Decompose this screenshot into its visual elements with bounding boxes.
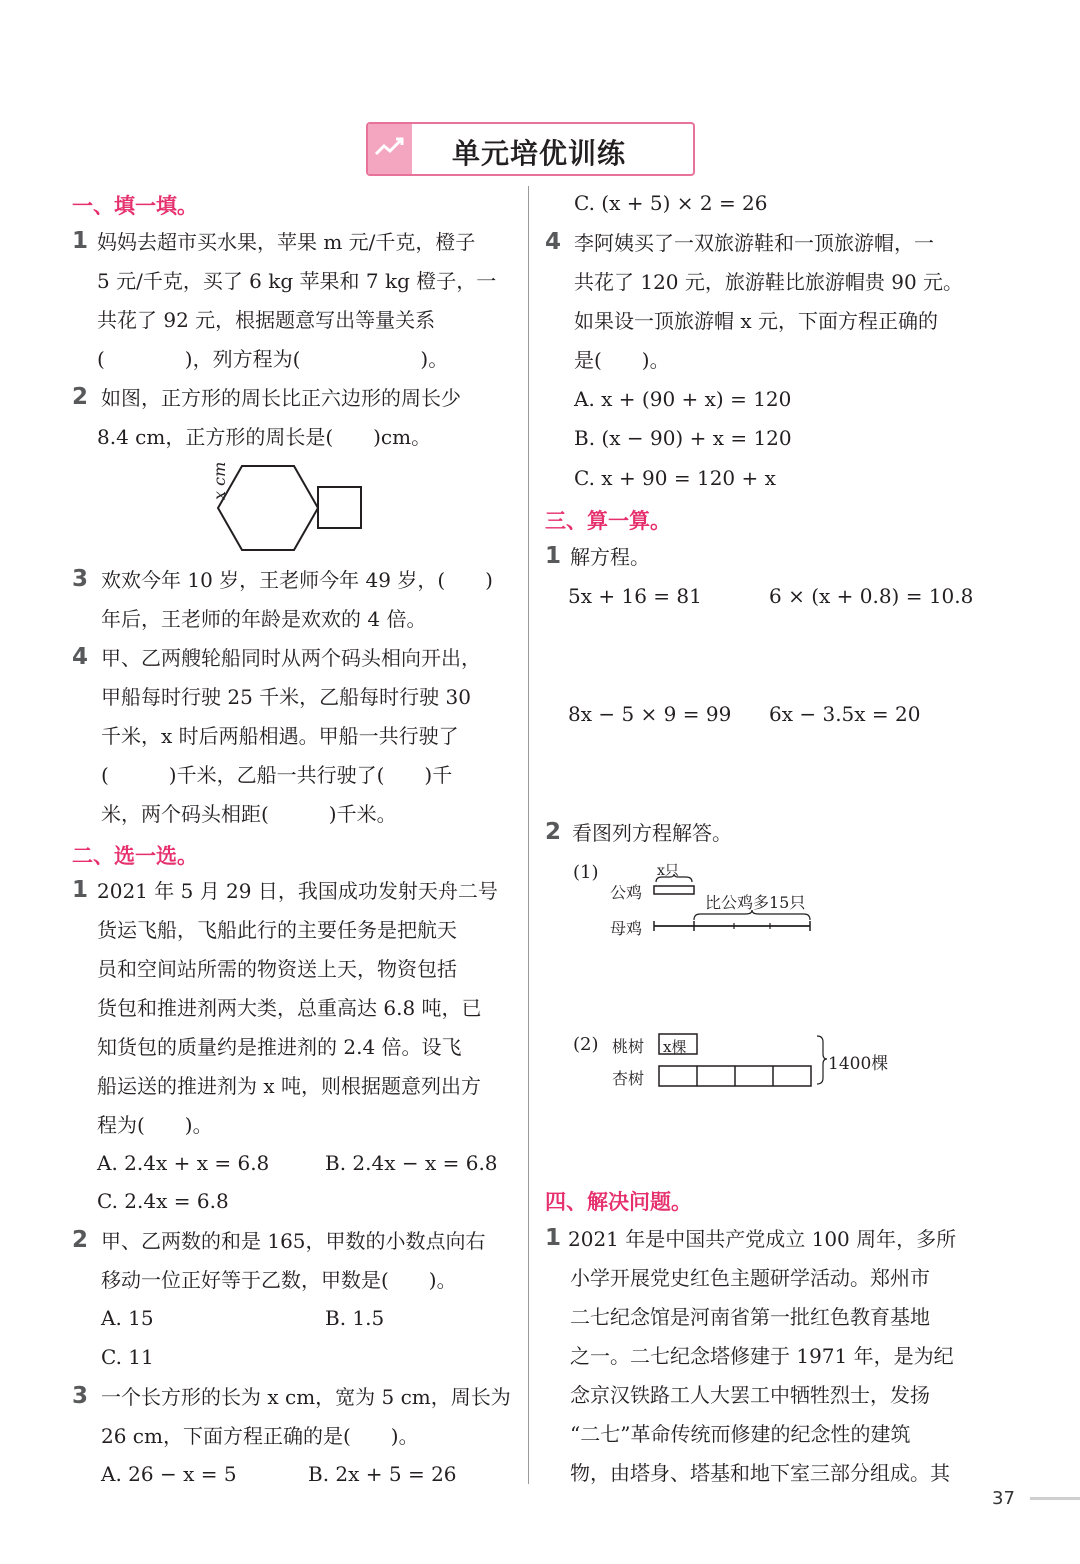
question-text: 一个长方形的长为 x cm，宽为 5 cm，周长为 (101, 1385, 511, 1409)
page-number-rule (1030, 1497, 1080, 1500)
option-b: B. 2x + 5 = 26 (308, 1462, 457, 1486)
question-text: 26 cm，下面方程正确的是( )。 (101, 1424, 419, 1448)
question-text: 2021 年 5 月 29 日，我国成功发射天舟二号 (97, 879, 498, 903)
question-text: ( )，列方程为( )。 (97, 347, 449, 371)
option-c: C. x + 90 = 120 + x (574, 466, 776, 490)
hexagon-square-figure (210, 462, 380, 556)
question-text: 李阿姨买了一双旅游鞋和一顶旅游帽，一 (574, 231, 934, 255)
tree-bar-diagram (655, 1030, 830, 1090)
question-text: 5 元/千克，买了 6 kg 苹果和 7 kg 橙子，一 (97, 269, 497, 293)
question-text: 2021 年是中国共产党成立 100 周年，多所 (568, 1227, 957, 1251)
side-length-label: x cm (210, 461, 229, 500)
question-number: 1 (545, 1225, 562, 1251)
question-text: 年后，王老师的年龄是欢欢的 4 倍。 (101, 607, 427, 631)
x-trees-label: x棵 (663, 1038, 687, 1056)
question-text: ( )千米，乙船一共行驶了( )千 (101, 763, 453, 787)
section-heading-fill: 一、填一填。 (72, 194, 198, 218)
question-text: 移动一位正好等于乙数，甲数是( )。 (101, 1268, 457, 1292)
question-text: 米，两个码头相距( )千米。 (101, 802, 397, 826)
equation: 5x + 16 = 81 (568, 584, 702, 608)
question-text: 船运送的推进剂为 x 吨，则根据题意列出方 (97, 1074, 481, 1098)
question-text: 之一。二七纪念塔修建于 1971 年，是为纪 (570, 1344, 954, 1368)
option-a: A. x + (90 + x) = 120 (574, 387, 792, 411)
diagram-label: (2) (573, 1034, 599, 1055)
page-title-box (366, 122, 695, 176)
question-text: 如果设一顶旅游帽 x 元，下面方程正确的 (574, 309, 938, 333)
question-number: 1 (545, 543, 562, 569)
equation: 6x − 3.5x = 20 (769, 702, 921, 726)
question-text: 货运飞船，飞船此行的主要任务是把航天 (97, 918, 457, 942)
question-text: 甲、乙两艘轮船同时从两个码头相向开出， (101, 646, 481, 670)
question-text: 小学开展党史红色主题研学活动。郑州市 (570, 1266, 930, 1290)
rooster-label: 公鸡 (610, 883, 643, 902)
option-c: C. 11 (101, 1345, 154, 1369)
column-divider (528, 186, 529, 1484)
question-number: 2 (72, 384, 89, 410)
question-number: 1 (72, 228, 89, 254)
question-text: 看图列方程解答。 (572, 821, 732, 845)
diagram-label: (1) (573, 862, 599, 883)
question-text: 共花了 92 元，根据题意写出等量关系 (97, 308, 436, 332)
apricot-tree-label: 杏树 (612, 1069, 645, 1088)
equation: 6 × (x + 0.8) = 10.8 (769, 584, 974, 608)
question-number: 3 (72, 1383, 89, 1409)
question-number: 4 (72, 644, 89, 670)
question-text: 二七纪念馆是河南省第一批红色教育基地 (570, 1305, 930, 1329)
question-text: 妈妈去超市买水果，苹果 m 元/千克，橙子 (97, 230, 476, 254)
question-text: 念京汉铁路工人大罢工中牺牲烈士，发扬 (570, 1383, 930, 1407)
option-c: C. 2.4x = 6.8 (97, 1189, 229, 1213)
question-number: 2 (545, 819, 562, 845)
question-text: 千米，x 时后两船相遇。甲船一共行驶了 (101, 724, 459, 748)
option-a: A. 2.4x + x = 6.8 (97, 1151, 270, 1175)
question-text: 程为( )。 (97, 1113, 213, 1137)
question-text: 员和空间站所需的物资送上天，物资包括 (97, 957, 457, 981)
hen-label: 母鸡 (610, 919, 643, 938)
question-text: 是( )。 (574, 348, 670, 372)
more-than-label: 比公鸡多15只 (705, 893, 806, 912)
chart-trend-icon (368, 124, 412, 174)
peach-tree-label: 桃树 (612, 1037, 645, 1056)
option-c: C. (x + 5) × 2 = 26 (574, 191, 768, 215)
question-number: 4 (545, 229, 562, 255)
question-text: 共花了 120 元，旅游鞋比旅游帽贵 90 元。 (574, 270, 964, 294)
question-number: 2 (72, 1227, 89, 1253)
page-number: 37 (992, 1488, 1015, 1509)
question-text: 知货包的质量约是推进剂的 2.4 倍。设飞 (97, 1035, 462, 1059)
question-text: 欢欢今年 10 岁，王老师今年 49 岁，( ) (101, 568, 493, 592)
equation: 8x − 5 × 9 = 99 (568, 702, 732, 726)
question-text: 8.4 cm，正方形的周长是( )cm。 (97, 425, 432, 449)
option-b: B. (x − 90) + x = 120 (574, 426, 792, 450)
option-a: A. 26 − x = 5 (101, 1462, 237, 1486)
section-heading-calculate: 三、算一算。 (545, 509, 671, 533)
option-b: B. 2.4x − x = 6.8 (325, 1151, 498, 1175)
question-text: “二七”革命传统而修建的纪念性的建筑 (570, 1422, 911, 1446)
question-number: 3 (72, 566, 89, 592)
line-segment-diagram (650, 874, 820, 934)
question-text: 物，由塔身、塔基和地下室三部分组成。其 (570, 1461, 950, 1485)
option-a: A. 15 (101, 1306, 154, 1330)
page-title: 单元培优训练 (452, 137, 627, 170)
section-heading-solve: 四、解决问题。 (545, 1190, 692, 1214)
question-text: 如图，正方形的周长比正六边形的周长少 (101, 386, 461, 410)
total-trees-label: 1400棵 (828, 1054, 889, 1074)
question-text: 解方程。 (570, 545, 650, 569)
section-heading-choose: 二、选一选。 (72, 844, 198, 868)
question-text: 甲、乙两数的和是 165，甲数的小数点向右 (101, 1229, 486, 1253)
question-text: 货包和推进剂两大类，总重高达 6.8 吨，已 (97, 996, 482, 1020)
x-count-label: x只 (657, 863, 679, 879)
option-b: B. 1.5 (325, 1306, 385, 1330)
question-number: 1 (72, 877, 89, 903)
question-text: 甲船每时行驶 25 千米，乙船每时行驶 30 (101, 685, 471, 709)
